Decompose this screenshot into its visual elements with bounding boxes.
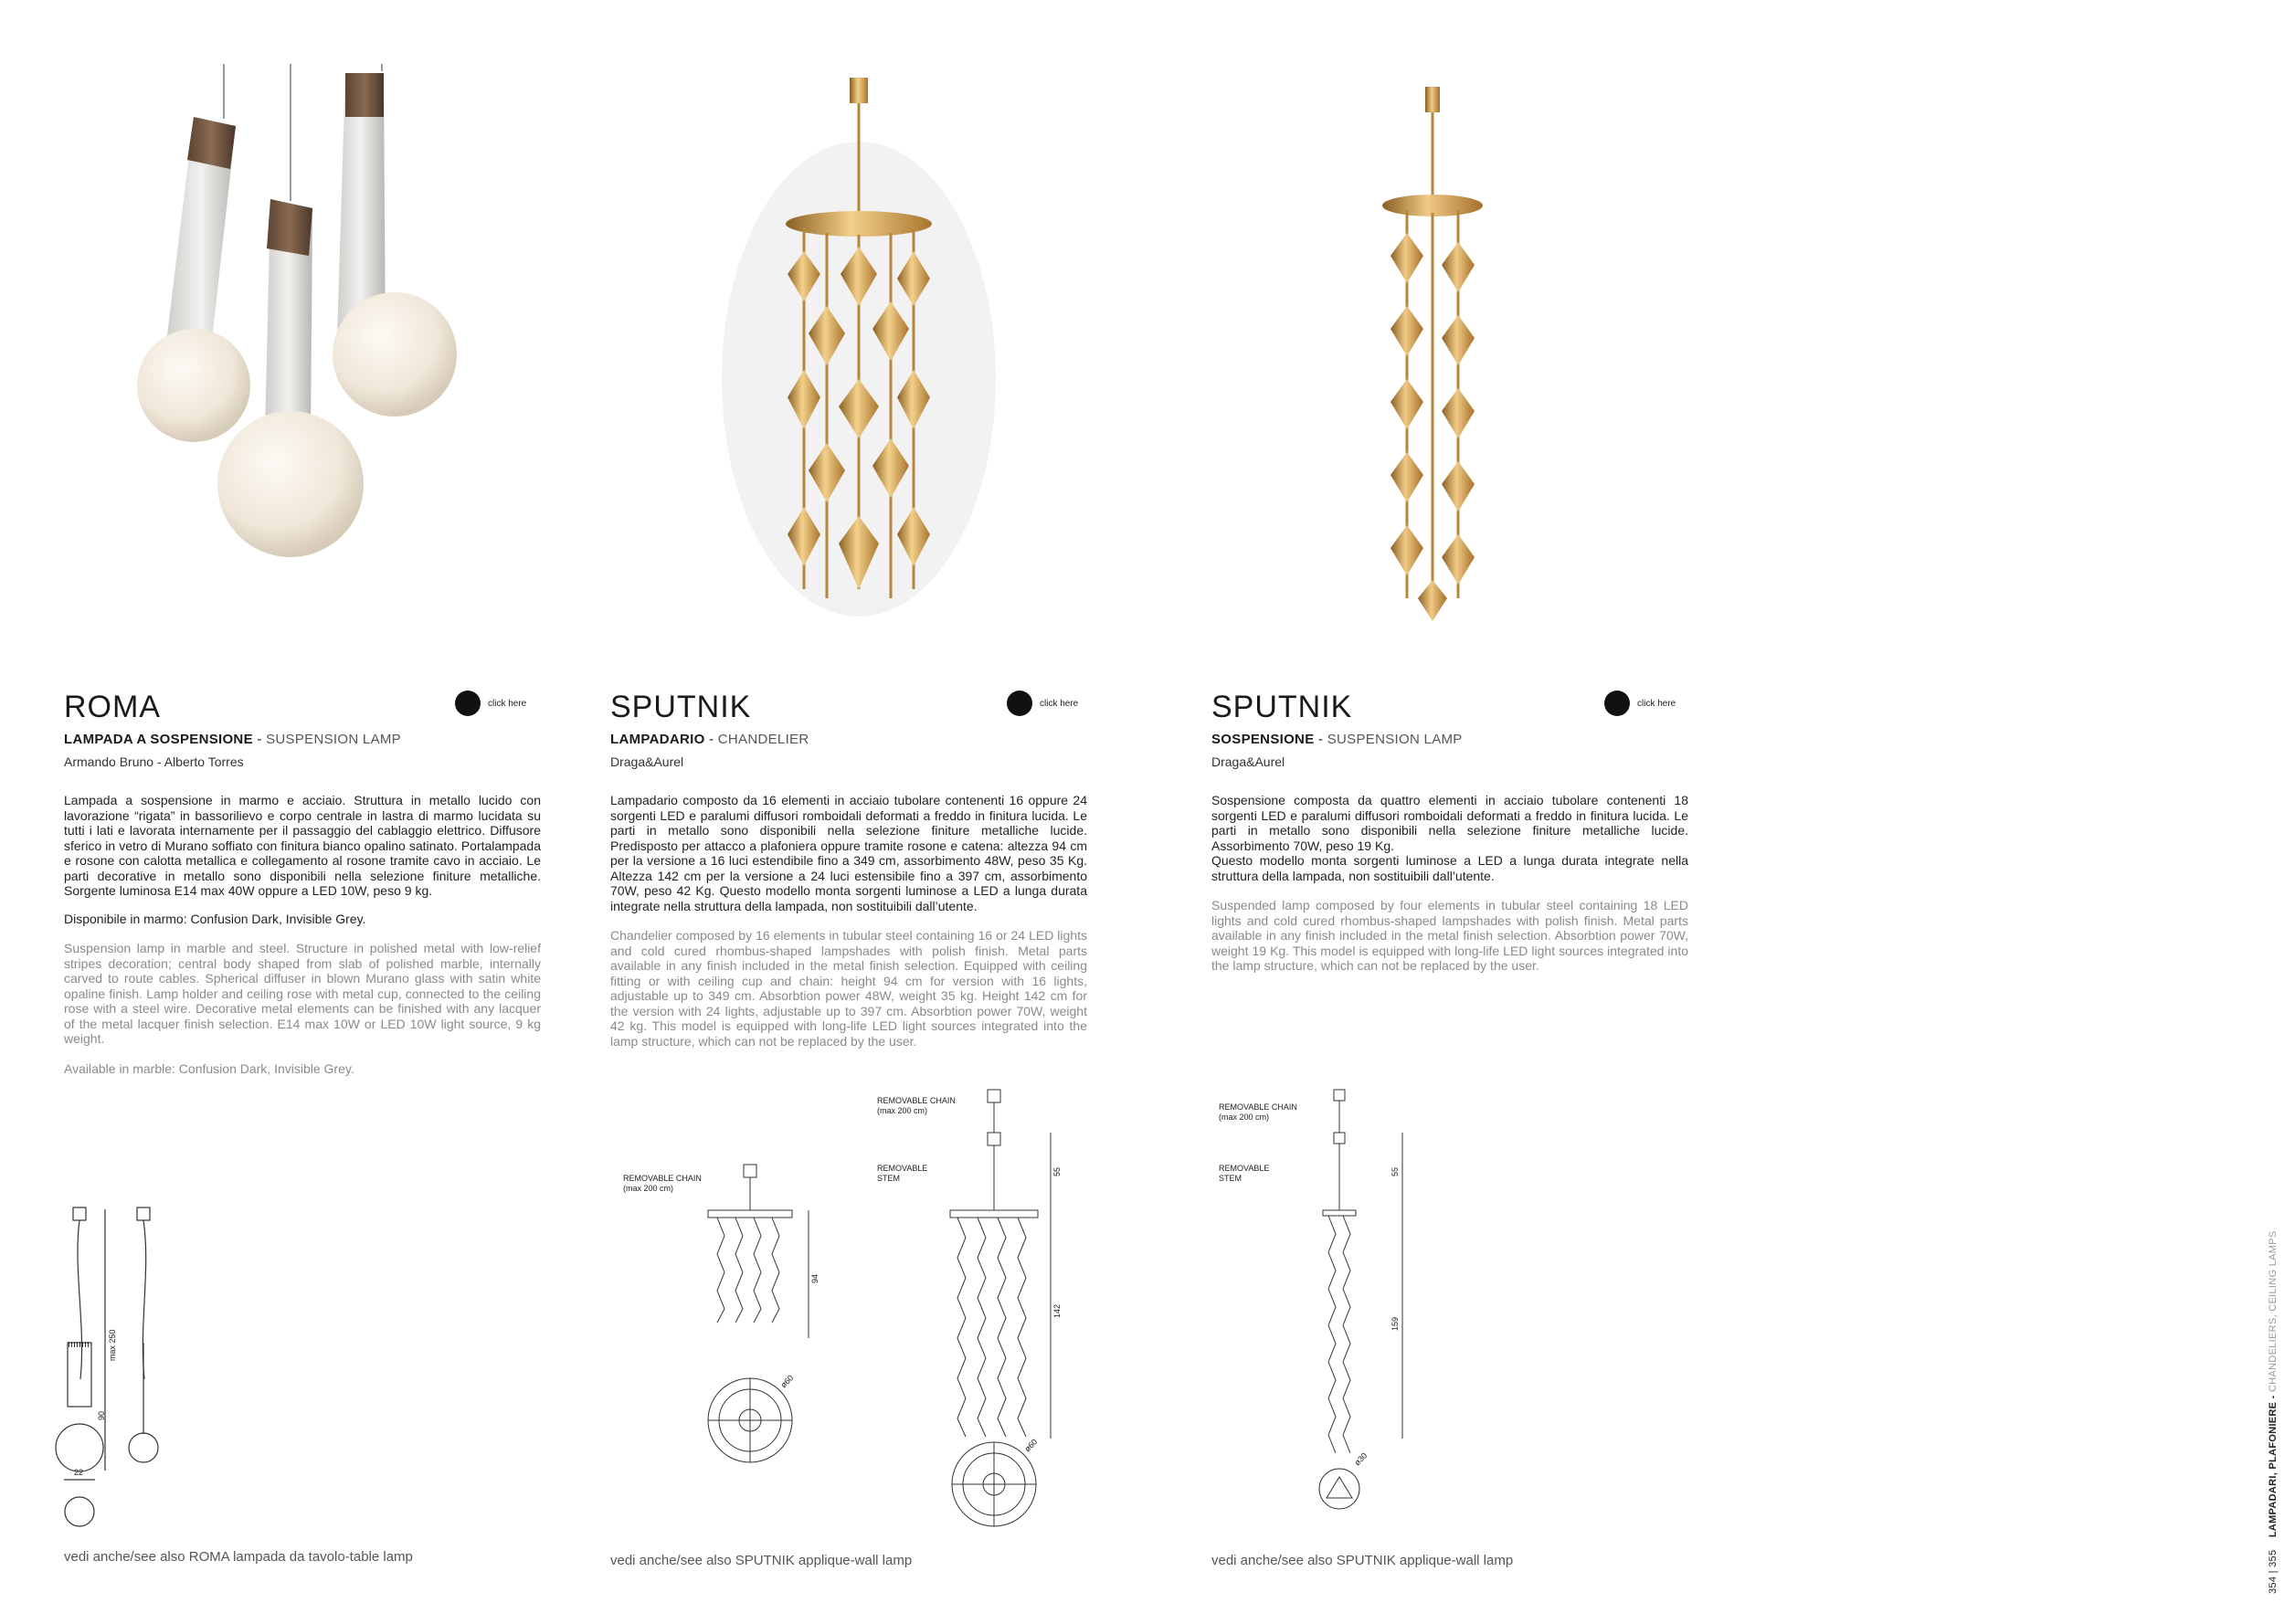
dim-d16: ø60 [778, 1373, 796, 1390]
chain-max-label-24: (max 200 cm) [877, 1106, 928, 1115]
product-roma [64, 690, 541, 1076]
section-it: LAMPADARI, PLAFONIERE - [2268, 1392, 2279, 1538]
play-dot-icon [455, 691, 481, 716]
dim-h16: 94 [810, 1273, 819, 1283]
dim-height: 90 [97, 1410, 106, 1420]
sputnik-chandelier-technical-drawing [612, 1082, 1087, 1530]
see-also-sputnik-suspension[interactable]: vedi anche/see also SPUTNIK applique-wall lamp [1211, 1553, 1514, 1568]
chain-max-label: (max 200 cm) [1219, 1113, 1270, 1122]
availability-it: Disponibile in marmo: Confusion Dark, Invisible Grey. [64, 911, 366, 926]
stem-label: REMOVABLE [877, 1164, 928, 1173]
play-dot-icon [1007, 691, 1032, 716]
click-here-button-sputnik-chandelier[interactable]: click here [1007, 691, 1078, 716]
availability-en: Available in marble: Confusion Dark, Invisible Grey. [64, 1060, 354, 1076]
play-dot-icon [1604, 691, 1630, 716]
click-here-button-roma[interactable]: click here [455, 691, 526, 716]
roma-photo [110, 64, 493, 594]
product-subtitle: LAMPADARIO - CHANDELIER [610, 732, 809, 747]
product-designer: Armando Bruno - Alberto Torres [64, 754, 244, 769]
see-also-sputnik-chandelier[interactable]: vedi anche/see also SPUTNIK applique-wall lamp [610, 1553, 913, 1568]
dim-d24: ø60 [1022, 1437, 1040, 1454]
description-it: Sospensione composta da quattro elementi in acciaio tubolare contenenti 18 sorgenti LED e paralumi diffusori romboidali deformati a freddo in finitura lucida. Le parti in metallo sono disponibili nella selezione finiture metalliche lucide. Assorbimento 70W, peso 19 Kg. [1211, 793, 1688, 853]
product-title: SPUTNIK [610, 690, 752, 724]
sputnik-chandelier-photo [713, 78, 1005, 626]
product-subtitle: SOSPENSIONE - SUSPENSION LAMP [1211, 732, 1463, 747]
section-en: CHANDELIERS, CEILING LAMPS [2268, 1230, 2279, 1392]
chain-label: REMOVABLE CHAIN [623, 1174, 702, 1183]
description-en: Suspension lamp in marble and steel. Structure in polished metal with low-relief stripes decoration; central body shaped from slab of polished marble, internally carved to route cables. Spherical diffuser in blown Murano glass with satin white opaline finish. Lamp holder and ceiling rose with metal cup, connected to the ceiling rose with a steel wire. Decorative metal elements can be finished with any lacquer of the metal lacquer finish selection. E14 max 10W or LED 10W light source, 9 kg weight. [64, 941, 541, 1046]
side-section-label [2268, 1230, 2279, 1594]
chain-label: REMOVABLE CHAIN [1219, 1102, 1297, 1112]
description-it: Lampada a sospensione in marmo e acciaio. Struttura in metallo lucido con lavorazione “rigata” in bassorilievo e corpo centrale in lastra di marmo lucidata su tutti i lati e lavorata internamente per il passaggio del cablaggio elettrico. Diffusore sferico in vetro di Murano soffiato con finitura bianco opalino satinato. Portalampada e rosone con calotta metallica e collegamento al rosone tramite cavo in acciaio. Le parti decorative in metallo sono disponibili nella selezione finiture metalliche. Sorgente luminosa E14 max 40W oppure a LED 10W, peso 9 kg. [64, 793, 541, 898]
roma-globe-center [217, 411, 364, 557]
product-sputnik-suspension [1211, 690, 1688, 974]
dim-height: 159 [1390, 1316, 1400, 1331]
dim-diameter: ø30 [1352, 1450, 1369, 1468]
dim-stem: 55 [1052, 1166, 1062, 1176]
page-numbers: 354 | 355 [2268, 1549, 2279, 1594]
chain-label-24: REMOVABLE CHAIN [877, 1096, 956, 1105]
sputnik-suspension-photo [1370, 87, 1498, 626]
description-it: Lampadario composto da 16 elementi in acciaio tubolare contenenti 16 oppure 24 sorgenti LED e paralumi diffusori romboidali deformati a freddo in finitura lucida. Le parti in metallo sono disponibili nella selezione finiture metalliche lucide. Predisposto per attacco a plafoniera oppure tramite rosone e catena: altezza 94 cm per la versione a 16 luci estendibile fino a 349 cm, assorbimento 48W, peso 35 Kg. Altezza 142 cm per la versione a 24 luci estensibile fino a 397 cm, assorbimento 70W, peso 42 Kg. Questo modello monta sorgenti luminose a LED a lunga durata integrate nella struttura della lampada, non sostituibili dall’utente. [610, 793, 1087, 913]
description-it-extra: Questo modello monta sorgenti luminose a LED a lunga durata integrate nella struttura della lampada, non sostituibili dall’utente. [1211, 853, 1688, 883]
description-en: Suspended lamp composed by four elements in tubular steel containing 18 LED lights and cold cured rhombus-shaped lampshades with polish finish. Metal parts available in any finish included in the metal finish selection. Absorbtion power 70W, weight 19 Kg. This model is equipped with long-life LED light sources integrated into the lamp structure, which can not be replaced by the user. [1211, 898, 1688, 973]
chain-max-label: (max 200 cm) [623, 1184, 674, 1193]
roma-globe-right [333, 292, 457, 417]
description-en: Chandelier composed by 16 elements in tubular steel containing 16 or 24 LED lights and cold cured rhombus-shaped lampshades with polish finish. Metal parts available in any finish included in the metal finish selection. Equipped with ceiling fitting or with ceiling cup and chain: height 94 cm for version with 16 lights, adjustable up to 349 cm. Absorbtion power 48W, weight 35 kg. Height 142 cm for the version with 24 lights, adjustable up to 397 cm. Absorbtion power 70W, weight 42 kg. This model is equipped with long-life LED light sources integrated into the lamp structure, which can not be replaced by the user. [610, 928, 1087, 1049]
sputnik-suspension-technical-drawing [1215, 1082, 1453, 1521]
stem-label-2: STEM [877, 1174, 901, 1183]
dim-stem: 55 [1390, 1166, 1400, 1176]
product-sputnik-chandelier [610, 690, 1087, 1049]
roma-technical-drawing [55, 1197, 192, 1534]
roma-globe-left [137, 329, 250, 442]
product-designer: Draga&Aurel [610, 754, 684, 769]
stem-label-2: STEM [1219, 1174, 1242, 1183]
see-also-roma[interactable]: vedi anche/see also ROMA lampada da tavolo-table lamp [64, 1549, 413, 1565]
product-subtitle: LAMPADA A SOSPENSIONE - SUSPENSION LAMP [64, 732, 401, 747]
click-here-button-sputnik-suspension[interactable]: click here [1604, 691, 1676, 716]
product-designer: Draga&Aurel [1211, 754, 1285, 769]
stem-label: REMOVABLE [1219, 1164, 1270, 1173]
product-title: SPUTNIK [1211, 690, 1353, 724]
dim-max: max 250 [108, 1329, 117, 1361]
product-title: ROMA [64, 690, 161, 724]
dim-width: 22 [74, 1468, 84, 1477]
dim-h24: 142 [1052, 1303, 1062, 1318]
